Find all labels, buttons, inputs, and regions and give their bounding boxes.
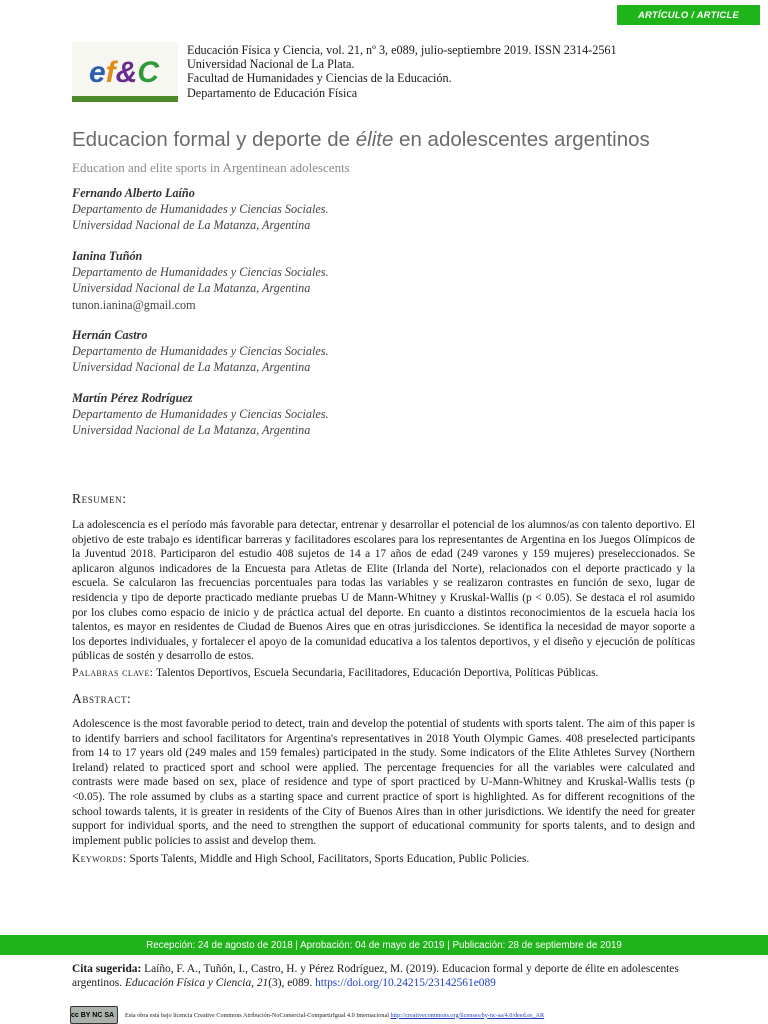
author-affiliation: Departamento de Humanidades y Ciencias Sociales. — [72, 407, 329, 422]
cc-badge-label: cc BY NC SA — [71, 1011, 115, 1019]
keywords-label: Keywords: — [72, 853, 127, 865]
citation-issue: (3), e089. — [268, 977, 316, 990]
author-block — [72, 185, 329, 234]
article-type-badge: ARTÍCULO / ARTICLE — [617, 5, 760, 25]
title-italic-word: élite — [355, 128, 394, 151]
author-block — [72, 327, 329, 376]
palabras-clave — [72, 666, 695, 681]
author-institution: Universidad Nacional de La Matanza, Argentina — [72, 423, 311, 438]
author-affiliation: Departamento de Humanidades y Ciencias Sociales. — [72, 265, 329, 280]
keywords — [72, 852, 695, 867]
creative-commons-icon[interactable] — [70, 1006, 118, 1024]
article-title — [72, 128, 650, 152]
journal-citation-line: Educación Física y Ciencia, vol. 21, nº 3, e089, julio-septiembre 2019. ISSN 2314-2561 — [187, 43, 617, 57]
author-institution: Universidad Nacional de La Matanza, Argentina — [72, 281, 311, 296]
citation-label: Cita sugerida: — [72, 963, 142, 975]
journal-university: Universidad Nacional de La Plata. — [187, 57, 355, 72]
journal-info — [187, 43, 617, 100]
author-email: tunon.ianina@gmail.com — [72, 297, 196, 312]
keywords-text: Talentos Deportivos, Escuela Secundaria, Facilitadores, Educación Deportiva, Políticas Públicas. — [155, 667, 599, 679]
citation-text: Laíño, F. A., Tuñón, I., Castro, H. y Pérez Rodríguez, M. (2019). Educacion formal y deporte de élite en adolescentes argentinos. — [72, 963, 679, 990]
journal-logo — [72, 42, 178, 102]
author-name: Fernando Alberto Laíño — [72, 186, 195, 200]
license-statement: Esta obra está bajo licencia Creative Commons Atribución-NoComercial-CompartirIgual 4.0 Internacional — [125, 1011, 389, 1019]
author-institution: Universidad Nacional de La Matanza, Argentina — [72, 360, 311, 375]
license-footer — [70, 1006, 700, 1024]
keywords-text: Sports Talents, Middle and High School, Facilitators, Sports Education, Public Policies. — [129, 853, 530, 865]
journal-department: Departamento de Educación Física — [187, 85, 358, 100]
title-part-1: Educacion formal y deporte de — [72, 128, 356, 151]
resumen-heading: Resumen: — [72, 491, 127, 506]
journal-faculty: Facultad de Humanidades y Ciencias de la Educación. — [187, 71, 452, 86]
author-institution: Universidad Nacional de La Matanza, Argentina — [72, 218, 311, 233]
abstract-heading: Abstract: — [72, 691, 132, 706]
license-text — [125, 1012, 544, 1019]
svg-text:ef&C: ef&C — [88, 56, 160, 89]
author-block — [72, 390, 329, 439]
author-name: Martín Pérez Rodríguez — [72, 391, 193, 405]
author-affiliation: Departamento de Humanidades y Ciencias Sociales. — [72, 344, 329, 359]
license-link[interactable]: http://creativecommons.org/licenses/by-nc-sa/4.0/deed.es_AR — [390, 1011, 545, 1019]
doi-link[interactable]: https://doi.org/10.24215/23142561e089 — [315, 977, 496, 990]
author-name: Ianina Tuñón — [72, 249, 143, 263]
author-block — [72, 248, 329, 313]
article-subtitle: Education and elite sports in Argentinean adolescents — [72, 160, 350, 175]
publication-dates-bar: Recepción: 24 de agosto de 2018 | Aprobación: 04 de mayo de 2019 | Publicación: 28 de septiembre de 2019 — [0, 935, 768, 955]
abstract-text: Adolescence is the most favorable period to detect, train and develop the potential of students with sports talent. The aim of this paper is to identify barriers and school facilitators for Argentina's representatives in 2018 Youth Olympic Games. 408 preselected participants from 14 to 17 years old (249 males and 159 females) participated in the study. Some indicators of the Elite Athletes Survey (Northern Ireland) related to practiced sport and school were applied. The percentage frequencies for all the variables were calculated and contrasts were made based on sex, place of residence and type of sport practiced by U-Mann-Whitney and Kruskal-Wallis tests (p <0.05). The role assumed by clubs as a starting space and current practice of sport is highlighted. As for different recognitions of the school towards talents, it is greater in residents of the City of Buenos Aires than in other jurisdictions. We identify the need for greater support for individual sports, and the need to strengthen the support of educational community for sports talents, and to design and implement public policies to assist and develop them. — [72, 718, 695, 847]
author-affiliation: Departamento de Humanidades y Ciencias Sociales. — [72, 202, 329, 217]
title-part-2: en adolescentes argentinos — [393, 128, 650, 151]
keywords-label: Palabras clave: — [72, 667, 154, 679]
resumen-text: La adolescencia es el período más favorable para detectar, entrenar y desarrollar el potencial de los alumnos/as con talento deportivo. El objetivo de este trabajo es identificar barreras y facilitadores escolares para los representantes de Argentina en los Juegos Olímpicos de la Juventud 2018. Participaron del estudio 408 sujetos de 14 a 17 años de edad (249 varones y 159 mujeres) preseleccionados. Se aplicaron algunos indicadores de la Encuesta para Atletas de Elite (Irlanda del Norte), relacionados con el deporte practicado y la escuela. Se calcularon las frecuencias porcentuales para todas las variables y se realizaron contrastes en función de sexo, lugar de residencia y tipo de deporte practicado mediante pruebas U de Mann-Whitney y Kruskal-Wallis (p < 0.05). Se destaca el rol asumido por los clubes como espacio de inicio y de práctica actual del deporte. En cuanto a distintos reconocimientos de la escuela hacia los talentos, es mayor en residentes de Ciudad de Buenos Aires que en otras jurisdicciones. Se identifica la necesidad de mayor soporte a los deportes individuales, y fortalecer el apoyo de la comunidad educativa a los talentos deportivos, y el diseño y ejecución de políticas públicas de sostén y desarrollo de estos. — [72, 519, 695, 663]
suggested-citation — [72, 962, 695, 991]
author-name: Hernán Castro — [72, 328, 148, 342]
citation-journal: Educación Física y Ciencia, 21 — [124, 977, 269, 990]
